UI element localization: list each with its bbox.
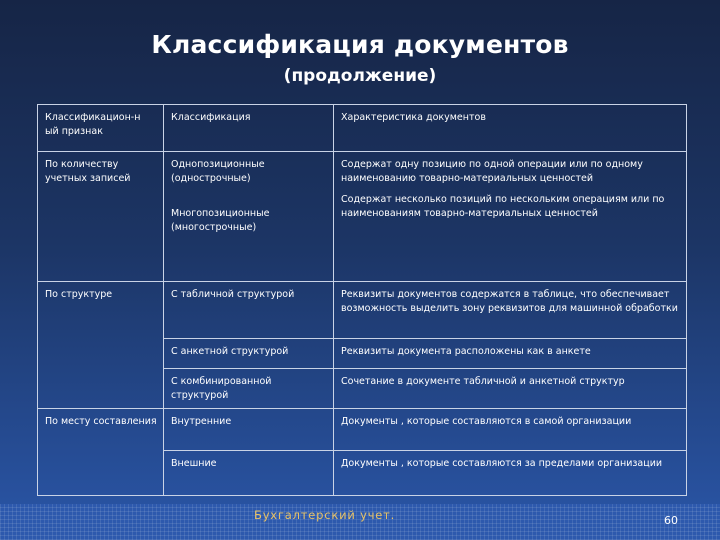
table-row (38, 339, 687, 369)
description-form-structure: Реквизиты документа расположены как в анкете (334, 339, 687, 369)
table-cell (334, 152, 687, 282)
header-sign: Классификацион-н ый признак (38, 105, 164, 152)
classification-single-line: Однопозиционные (однострочные) (171, 159, 265, 184)
description-multi-line: Содержат несколько позиций по нескольким операциям или по наименованиям товарно-материальных ценностей (341, 194, 665, 219)
table-row (38, 451, 687, 496)
table-row (38, 152, 687, 282)
classification-form-structure: С анкетной структурой (164, 339, 334, 369)
description-internal: Документы , которые составляются в самой организации (334, 409, 687, 451)
description-external: Документы , которые составляются за пределами организации (334, 451, 687, 496)
classification-combined-structure: С комбинированной структурой (164, 369, 334, 409)
row-sign-structure: По структуре (38, 282, 164, 339)
description-single-line: Содержат одну позицию по одной операции или по одному наименованию товарно-материальных ценностей (341, 159, 643, 184)
classification-table (37, 104, 687, 496)
description-table-structure: Реквизиты документов содержатся в таблице, что обеспечивает возможность выделить зону реквизитов для машинной обработки (334, 282, 687, 339)
row-sign-quantity: По количеству учетных записей (38, 152, 164, 282)
table-header-row (38, 105, 687, 152)
footer-text: Бухгалтерский учет. (254, 508, 396, 522)
description-combined-structure: Сочетание в документе табличной и анкетной структур (334, 369, 687, 409)
header-description: Характеристика документов (334, 105, 687, 152)
table-row (38, 409, 687, 451)
row-sign-place: По месту составления (38, 409, 164, 451)
classification-multi-line: Многопозиционные (многострочные) (171, 208, 270, 233)
table-row (38, 369, 687, 409)
classification-table-structure: С табличной структурой (164, 282, 334, 339)
slide-title: Классификация документов (151, 30, 569, 59)
page-number: 60 (664, 514, 678, 527)
table-row (38, 282, 687, 339)
header-classification: Классификация (164, 105, 334, 152)
slide-subtitle: (продолжение) (283, 66, 437, 86)
classification-external: Внешние (164, 451, 334, 496)
classification-internal: Внутренние (164, 409, 334, 451)
table-cell (164, 152, 334, 282)
